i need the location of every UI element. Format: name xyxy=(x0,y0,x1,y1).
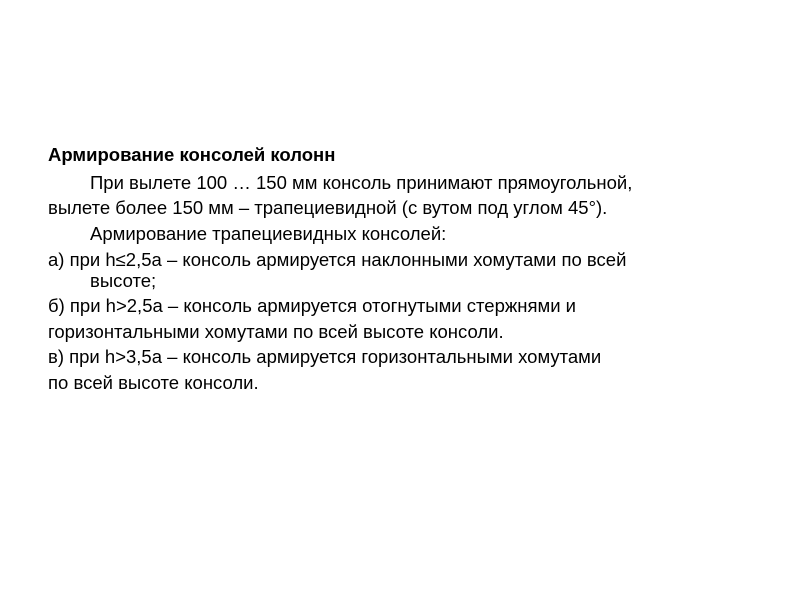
slide-heading: Армирование консолей колонн xyxy=(48,144,336,165)
list-item-b: б) при h>2,5a – консоль армируется отогнутыми стержнями и xyxy=(48,295,577,316)
list-item-c: в) при h>3,5a – консоль армируется горизонтальными хомутами xyxy=(48,346,602,367)
list-item-c-continuation: по всей высоте консоли. xyxy=(48,372,259,393)
list-item-a: а) при h≤2,5a – консоль армируется наклонными хомутами по всей xyxy=(48,249,627,270)
list-item-b-continuation: горизонтальными хомутами по всей высоте консоли. xyxy=(48,321,504,342)
paragraph-line: При вылете 100 … 150 мм консоль принимают прямоугольной, xyxy=(90,172,633,193)
paragraph-line: Армирование трапециевидных консолей: xyxy=(90,223,447,244)
paragraph-line: вылете более 150 мм – трапециевидной (с вутом под углом 45°). xyxy=(48,197,608,218)
list-item-a-continuation: высоте; xyxy=(90,270,157,291)
